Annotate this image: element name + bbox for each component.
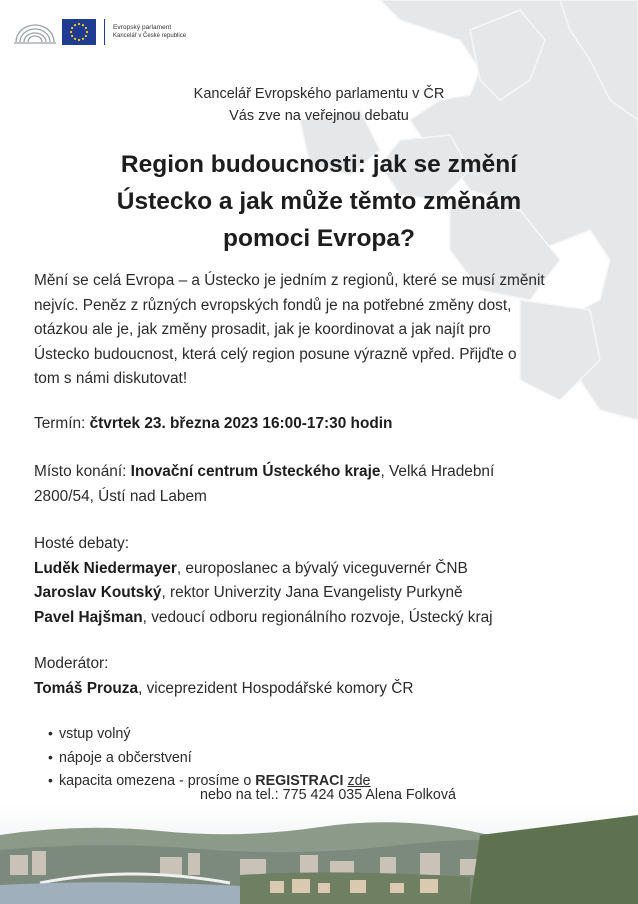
entry-info: vstup volný (59, 726, 131, 742)
logo-office-name: Kancelář v České republice (113, 33, 187, 39)
moderator-name: Tomáš Prouza (34, 679, 139, 697)
logo-text (113, 23, 186, 41)
refreshments-info: nápoje a občerstvení (59, 749, 192, 766)
list-item (48, 722, 371, 746)
registration-link[interactable]: zde (347, 773, 371, 789)
date-label: Termín: (34, 415, 90, 432)
intro-line: nejvíc. Peněz z různých evropských fondů je na potřebné změny dost, (34, 296, 512, 314)
venue-address-2: 2800/54, Ústí nad Labem (34, 487, 207, 505)
hemicycle-icon (12, 12, 58, 52)
event-date (34, 412, 624, 437)
title-line-3: pomoci Evropa? (223, 225, 415, 252)
phone-contact: nebo na tel.: 775 424 035 Alena Folková (200, 787, 456, 803)
moderator-heading: Moderátor: (34, 655, 109, 672)
header-invitation: Vás zve na veřejnou debatu (229, 108, 409, 124)
bullet-icon: • (48, 725, 53, 741)
ep-logo (12, 12, 186, 52)
intro-line: Ústecko budoucnost, která celý region posune výrazně vpřed. Přijďte o (34, 345, 517, 363)
title-line-1: Region budoucnosti: jak se změní (120, 151, 518, 178)
guest-item (34, 557, 624, 582)
intro-paragraph (34, 269, 624, 392)
city-landscape-image (0, 805, 638, 904)
event-venue (34, 460, 624, 509)
venue-address-1: , Velká Hradební (380, 463, 495, 480)
guest-role: , rektor Univerzity Jana Evangelisty Purkyně (161, 584, 463, 601)
capacity-info: kapacita omezena - prosíme o (59, 773, 256, 789)
moderator-section (34, 652, 624, 701)
guest-role: , vedoucí odboru regionálního rozvoje, Ústecký kraj (142, 608, 493, 626)
moderator-role: , viceprezident Hospodářské komory ČR (138, 679, 414, 697)
date-value: čtvrtek 23. března 2023 16:00-17:30 hodin (89, 415, 393, 432)
bullet-icon: • (48, 748, 53, 765)
guests-section (34, 532, 624, 630)
registration-text: REGISTRACI (255, 773, 344, 789)
venue-label: Místo konání: (34, 463, 131, 480)
intro-line: Mění se celá Evropa – a Ústecko je jedním z regionů, které se musí změnit (34, 272, 545, 289)
guest-name: Pavel Hajšman (34, 608, 143, 626)
guest-role: , europoslanec a bývalý viceguvernér ČNB (176, 559, 468, 577)
venue-name: Inovační centrum Ústeckého kraje (130, 463, 381, 480)
bullet-icon: • (48, 772, 53, 788)
guest-name: Jaroslav Koutský (34, 584, 162, 601)
event-title (40, 146, 598, 257)
header-organizer: Kancelář Evropského parlamentu v ČR (193, 86, 445, 102)
guest-item (34, 581, 624, 606)
title-line-2: Ústecko a jak může těmto změnám (116, 188, 522, 215)
eu-flag-icon (62, 19, 96, 45)
intro-line: otázkou ale je, jak změny prosadit, jak je koordinovat a jak najít pro (34, 321, 491, 338)
guests-heading: Hosté debaty: (34, 535, 129, 552)
guest-name: Luděk Niedermayer (34, 559, 177, 577)
intro-line: tom s námi diskutovat! (34, 370, 188, 387)
list-item (48, 746, 371, 770)
info-list (48, 722, 371, 793)
logo-separator (104, 19, 105, 45)
guest-item (34, 606, 624, 631)
logo-org-name: Evropský parlament (113, 24, 172, 31)
